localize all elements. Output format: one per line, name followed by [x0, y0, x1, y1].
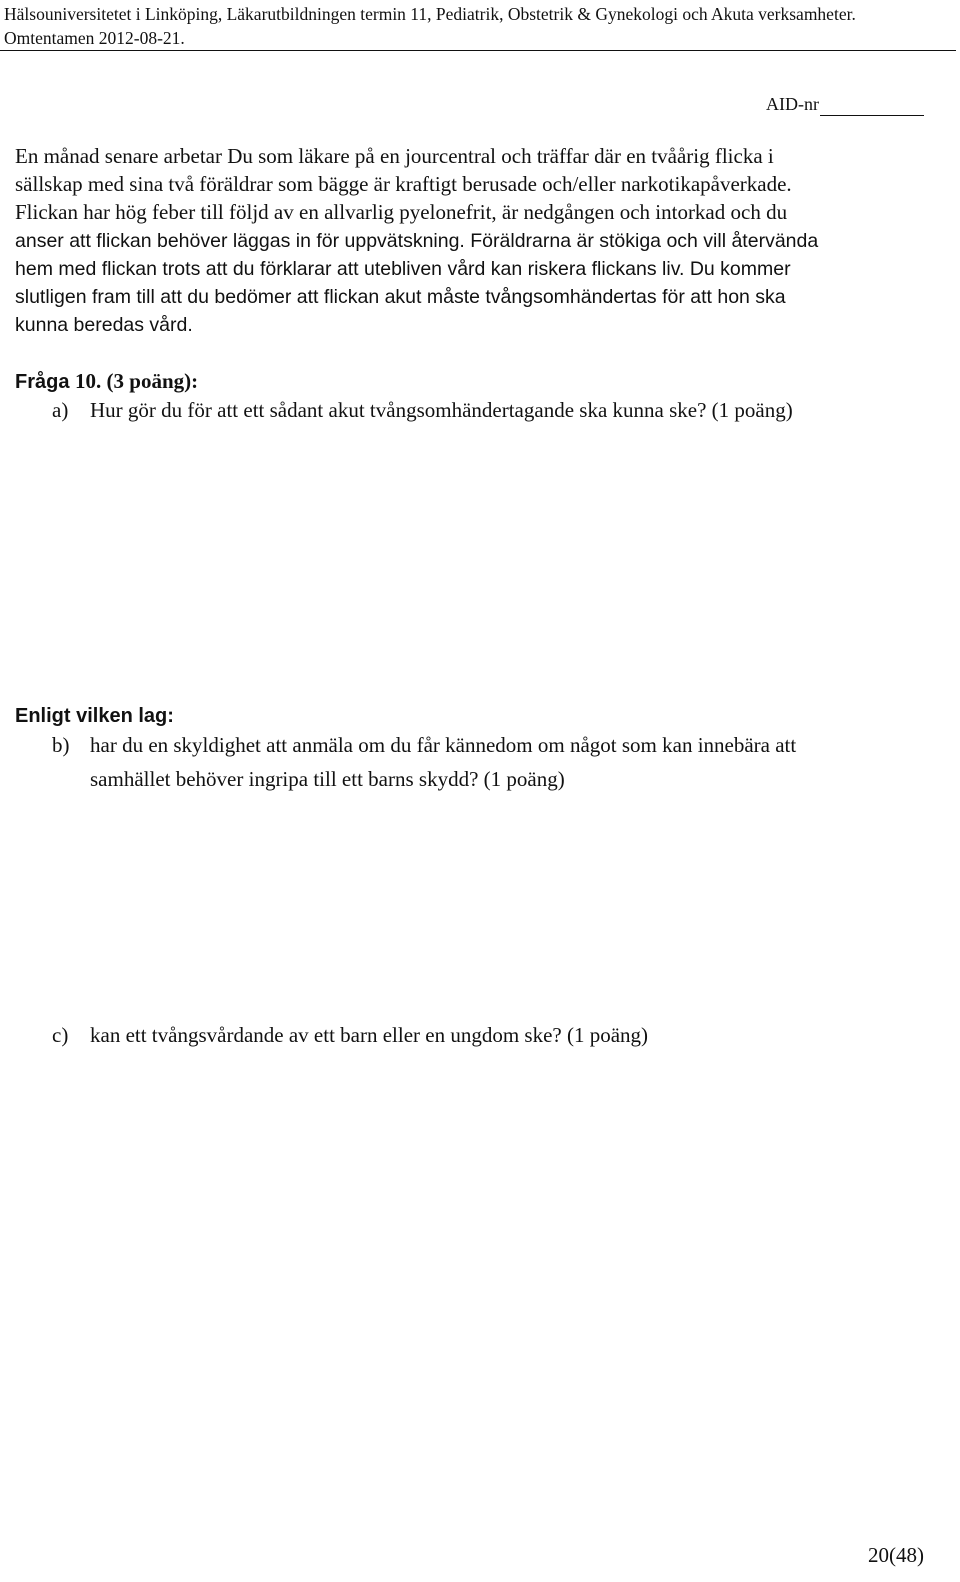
sub-question-c-letter: c) — [52, 1023, 69, 1047]
sub-question-c-text: kan ett tvångsvårdande av ett barn eller en ungdom ske? (1 poäng) — [90, 1023, 649, 1047]
sub-question-a-text: Hur gör du för att ett sådant akut tvångsomhändertagande ska kunna ske? (1 poäng) — [90, 398, 793, 422]
case-line-6: slutligen fram till att du bedömer att flickan akut måste tvångsomhändertas för att hon ska — [15, 286, 786, 308]
header-line-1: Hälsouniversitetet i Linköping, Läkarutbildningen termin 11, Pediatrik, Obstetrik & Gynekologi och Akuta verksamheter. — [4, 4, 856, 24]
header-line-2: Omtentamen 2012-08-21. — [4, 28, 185, 48]
question-number: 10. — [75, 369, 102, 393]
question-heading — [15, 367, 198, 396]
sub-question-b-letter: b) — [52, 733, 70, 757]
aid-label: AID-nr — [766, 94, 819, 114]
case-line-3: Flickan har hög feber till följd av en allvarlig pyelonefrit, är nedgången och intorkad och du — [15, 200, 788, 224]
question-points: (3 poäng): — [101, 369, 199, 393]
sub-question-b-text-line-1: har du en skyldighet att anmäla om du får kännedom om något som kan innebära att — [90, 733, 797, 757]
aid-field — [766, 92, 946, 116]
sub-question-a-letter: a) — [52, 398, 69, 422]
page-number: 20(48) — [868, 1543, 924, 1567]
case-line-2: sällskap med sina två föräldrar som bägge är kraftigt berusade och/eller narkotikapåverkade. — [15, 172, 792, 196]
aid-blank-line — [820, 97, 924, 116]
law-heading: Enligt vilken lag: — [15, 705, 174, 727]
sub-question-b-text-line-2: samhället behöver ingripa till ett barns skydd? (1 poäng) — [90, 767, 565, 791]
page-header — [0, 0, 956, 51]
question-label: Fråga — [15, 371, 76, 393]
case-line-1: En månad senare arbetar Du som läkare på en jourcentral och träffar där en tvåårig flicka i — [15, 144, 774, 168]
case-line-7: kunna beredas vård. — [15, 314, 193, 336]
case-line-5: hem med flickan trots att du förklarar att utebliven vård kan riskera flickans liv. Du kommer — [15, 258, 791, 280]
case-line-4: anser att flickan behöver läggas in för uppvätskning. Föräldrarna är stökiga och vill återvända — [15, 230, 819, 252]
